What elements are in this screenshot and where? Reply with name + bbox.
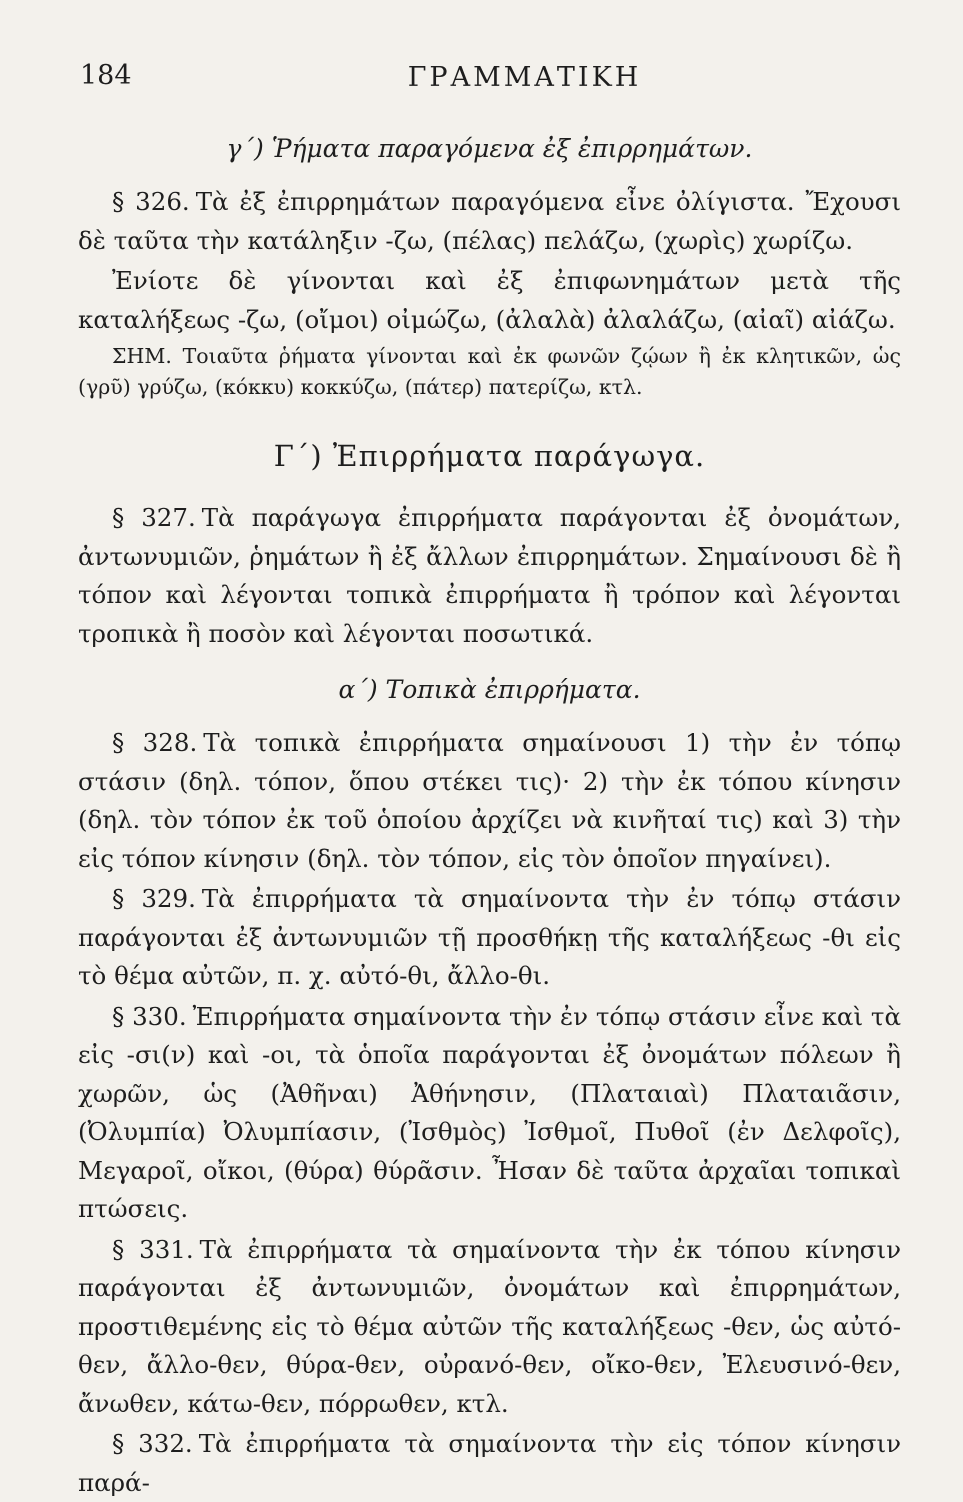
page-number: 184	[80, 60, 132, 91]
paragraph-text: Τὰ ἐξ ἐπιρρημάτων παραγόμενα εἶνε ὀλίγιστα. Ἔχουσι δὲ ταῦτα τὴν κατάληξιν -ζω, (πέλας) πελάζω, (χωρὶς) χωρίζω.	[78, 187, 902, 255]
section-number: § 332.	[112, 1429, 193, 1458]
paragraph-text: Ἐπιρρήματα σημαίνοντα τὴν ἐν τόπῳ στάσιν εἶνε καὶ τὰ εἰς -σι(ν) καὶ -οι, τὰ ὁποῖα παράγονται ἐξ ὀνομάτων πόλεων ἢ χωρῶν, ὡς (Ἀθῆναι) Ἀθήνησιν, (Πλαταιαὶ) Πλαταιᾶσιν, (Ὀλυμπία) Ὀλυμπίασιν, (Ἰσθμὸς) Ἰσθμοῖ, Πυθοῖ (ἐν Δελφοῖς), Μεγαροῖ, οἴκοι, (θύρα) θύρᾶσιν. Ἦσαν δὲ ταῦτα ἀρχαῖαι τοπικαὶ πτώσεις.	[78, 1001, 901, 1223]
paragraph-text: Τὰ τοπικὰ ἐπιρρήματα σημαίνουσι 1) τὴν ἐν τόπῳ στάσιν (δηλ. τόπον, ὅπου στέκει τις)· 2) τὴν ἐκ τόπου κίνησιν (δηλ. τὸν τόπον ἐκ τοῦ ὁποίου ἀρχίζει νὰ κινῆταί τις) καὶ 3) τὴν εἰς τόπον κίνησιν (δηλ. τὸν τόπον, εἰς τὸν ὁποῖον πηγαίνει).	[78, 728, 902, 873]
section-number: § 328.	[112, 728, 198, 757]
running-title: ΓΡΑΜΜΑΤΙΚΗ	[407, 62, 642, 93]
paragraph-328	[78, 724, 901, 878]
section-number: § 331.	[112, 1234, 194, 1264]
section-number: § 326.	[112, 187, 190, 216]
page-header	[78, 56, 901, 112]
subsection-heading-verbs-from-adverbs: γ΄) Ῥήματα παραγόμενα ἐξ ἐπιρρημάτων.	[226, 134, 753, 163]
section-number: § 330.	[112, 1001, 187, 1031]
paragraph-text: Τὰ ἐπιρρήματα τὰ σημαίνοντα τὴν εἰς τόπον κίνησιν παρά-	[78, 1429, 901, 1497]
section-heading-derived-adverbs: Γ΄) Ἐπιρρήματα παράγωγα.	[273, 439, 706, 473]
paragraph-329	[78, 880, 901, 996]
section-number: § 329.	[112, 884, 196, 913]
section-number: § 327.	[112, 503, 196, 532]
paragraph-327	[78, 499, 901, 653]
paragraph-text: Τὰ ἐπιρρήματα τὰ σημαίνοντα τὴν ἐκ τόπου κίνησιν παράγονται ἐξ ἀντωνυμιῶν, ὀνομάτων καὶ ἐπιρρημάτων, προστιθεμένης εἰς τὸ θέμα αὐτῶν τῆς καταλήξεως -θεν, ὡς αὐτό-θεν, ἄλλο-θεν, θύρα-θεν, οὐρανό-θεν, οἴκο-θεν, Ἐλευσινό-θεν, ἄνωθεν, κάτω-θεν, πόρρωθεν, κτλ.	[78, 1234, 901, 1418]
subsection-heading-place-adverbs: α΄) Τοπικὰ ἐπιρρήματα.	[338, 675, 641, 704]
paragraph-text: Τὰ ἐπιρρήματα τὰ σημαίνοντα τὴν ἐν τόπῳ στάσιν παράγονται ἐξ ἀντωνυμιῶν τῇ προσθήκῃ τῆς καταλήξεως -θι εἰς τὸ θέμα αὐτῶν, π. χ. αὐτό-θι, ἄλλο-θι.	[78, 884, 901, 990]
paragraph-text: Τὰ παράγωγα ἐπιρρήματα παράγονται ἐξ ὀνομάτων, ἀντωνυμιῶν, ῥημάτων ἢ ἐξ ἄλλων ἐπιρρημάτων. Σημαίνουσι δὲ ἢ τόπον καὶ λέγονται τοπικὰ ἐπιρρήματα ἢ τρόπον καὶ λέγονται τροπικὰ ἢ ποσὸν καὶ λέγονται ποσωτικά.	[78, 503, 902, 648]
paragraph-326	[78, 183, 901, 260]
paragraph-326-continued: Ἐνίοτε δὲ γίνονται καὶ ἐξ ἐπιφωνημάτων μετὰ τῆς καταλήξεως -ζω, (οἴμοι) οἰμώζω, (ἀλαλὰ) ἀλαλάζω, (αἰαῖ) αἰάζω.	[78, 266, 901, 334]
paragraph-332	[78, 1425, 901, 1502]
paragraph-330	[78, 998, 901, 1229]
paragraph-331	[78, 1231, 901, 1424]
note-paragraph: ΣΗΜ. Τοιαῦτα ῥήματα γίνονται καὶ ἐκ φωνῶν ζῴων ἢ ἐκ κλητικῶν, ὡς (γρῦ) γρύζω, (κόκκυ) κοκκύζω, (πάτερ) πατερίζω, κτλ.	[78, 344, 901, 399]
